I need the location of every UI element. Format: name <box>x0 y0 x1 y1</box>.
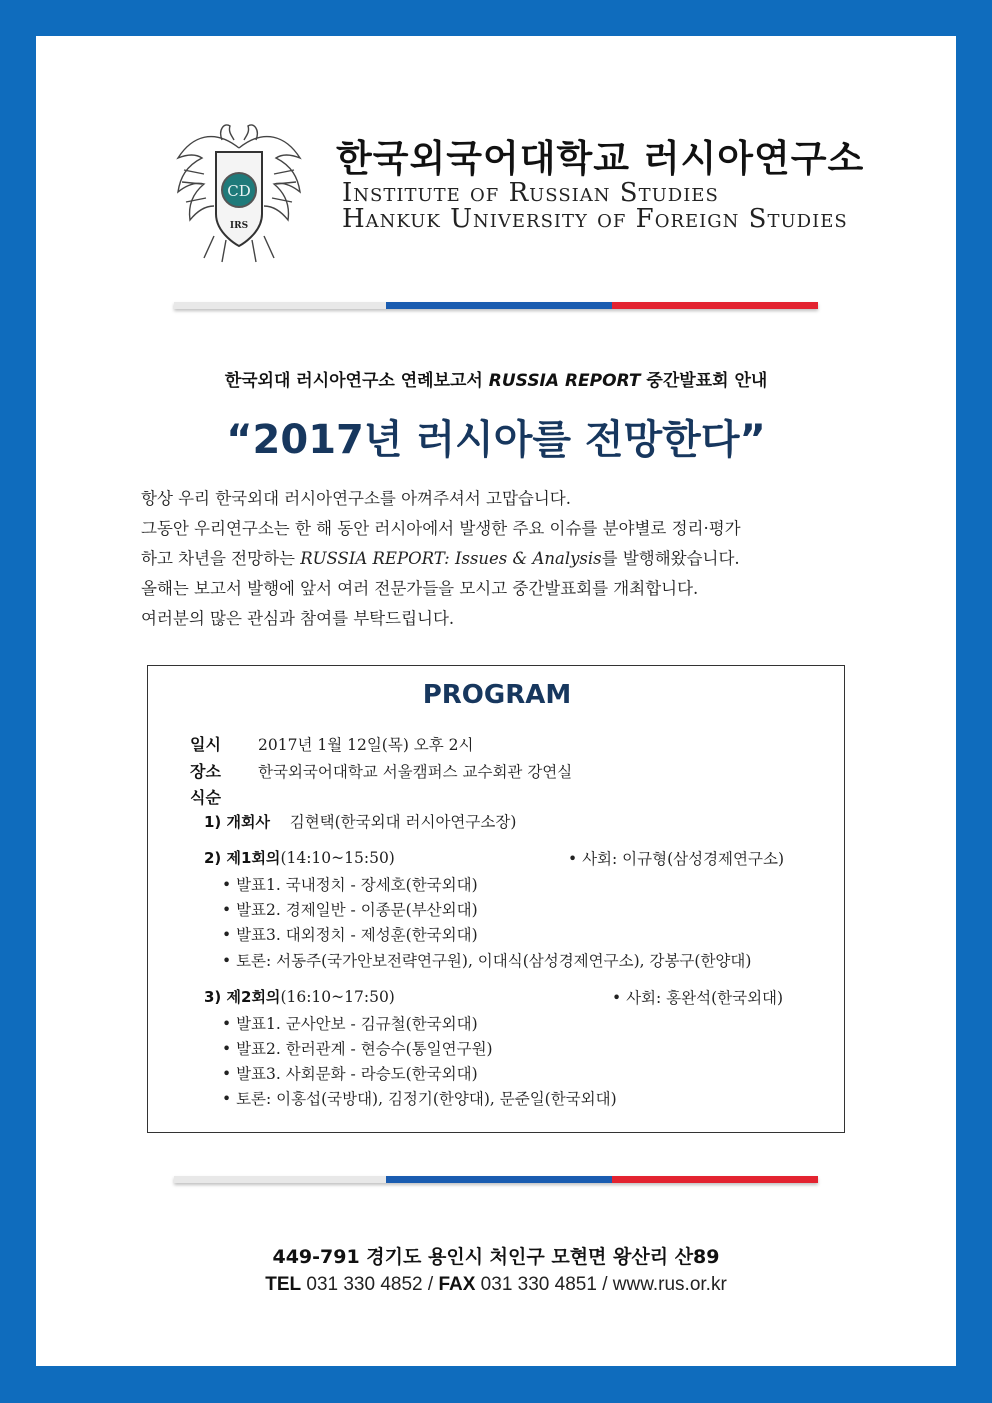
session1-item: • 발표1. 국내정치 - 장세호(한국외대) <box>222 873 478 895</box>
session1-heading <box>204 847 395 868</box>
opening-value: 김현택(한국외대 러시아연구소장) <box>289 813 517 831</box>
institute-name-en-1: Institute of Russian Studies <box>342 178 719 208</box>
session1-item: • 발표2. 경제일반 - 이종문(부산외대) <box>222 898 478 920</box>
intro-line: 올해는 보고서 발행에 앞서 여러 전문가들을 모시고 중간발표회를 개최합니다. <box>141 579 699 598</box>
tel-value: 031 330 4852 / <box>301 1274 439 1295</box>
institute-name-ko: 한국외국어대학교 러시아연구소 <box>336 137 865 180</box>
session1-label: 2) 제1회의 <box>204 849 281 867</box>
tel-label: TEL <box>265 1274 302 1295</box>
session1-moderator: • 사회: 이규형(삼성경제연구소) <box>568 850 784 868</box>
fax-value: 031 330 4851 / www.rus.or.kr <box>475 1274 727 1295</box>
session2-item: • 발표3. 사회문화 - 라승도(한국외대) <box>222 1062 478 1084</box>
intro-line: 그동안 우리연구소는 한 해 동안 러시아에서 발생한 주요 이슈를 분야별로 정리·평가 <box>141 519 741 538</box>
institute-name-en-2: Hankuk University of Foreign Studies <box>342 204 848 234</box>
date-value: 2017년 1월 12일(목) 오후 2시 <box>258 736 474 754</box>
session2-label: 3) 제2회의 <box>204 988 281 1006</box>
subtitle-before: 한국외대 러시아연구소 연례보고서 <box>224 371 489 391</box>
place-label: 장소 <box>190 762 221 781</box>
opening-remarks <box>204 810 516 832</box>
session2-item: • 토론: 이홍섭(국방대), 김정기(한양대), 문준일(한국외대) <box>222 1087 617 1109</box>
intro-line: 항상 우리 한국외대 러시아연구소를 아껴주셔서 고맙습니다. <box>141 489 571 508</box>
place-value: 한국외국어대학교 서울캠퍼스 교수회관 강연실 <box>258 763 573 781</box>
session2-heading <box>204 986 395 1007</box>
contact-info <box>36 1274 956 1296</box>
date-label: 일시 <box>190 735 221 754</box>
subtitle-after: 중간발표회 안내 <box>640 371 768 391</box>
intro-text: 를 발행해왔습니다. <box>601 549 740 568</box>
opening-label: 1) 개회사 <box>204 813 270 831</box>
double-headed-eagle-emblem-icon <box>174 118 304 266</box>
intro-line <box>141 544 861 574</box>
main-title: “2017년 러시아를 전망한다” <box>226 417 766 463</box>
program-box <box>147 665 845 1133</box>
session2-item: • 발표2. 한러관계 - 현승수(통일연구원) <box>222 1037 493 1059</box>
order-label: 식순 <box>190 788 221 807</box>
tricolor-divider-top <box>174 302 818 309</box>
intro-text: 하고 차년을 전망하는 <box>141 549 301 568</box>
subtitle-report-name: RUSSIA REPORT <box>488 371 641 391</box>
emblem-text: IRS <box>229 221 249 231</box>
session2-item: • 발표1. 군사안보 - 김규철(한국외대) <box>222 1012 478 1034</box>
tricolor-divider-bottom <box>174 1176 818 1183</box>
session1-item: • 토론: 서동주(국가안보전략연구원), 이대식(삼성경제연구소), 강봉구(한양대) <box>222 949 751 971</box>
session1-item: • 발표3. 대외정치 - 제성훈(한국외대) <box>222 923 478 945</box>
fax-label: FAX <box>438 1274 476 1295</box>
program-title: PROGRAM <box>422 680 572 710</box>
session2-moderator: • 사회: 홍완석(한국외대) <box>612 989 784 1007</box>
svg-text:CD: CD <box>227 182 251 200</box>
intro-line: 여러분의 많은 관심과 참여를 부탁드립니다. <box>141 609 455 628</box>
intro-paragraph <box>141 484 861 634</box>
report-full-name: RUSSIA REPORT: Issues & Analysis <box>300 549 602 568</box>
address: 449-791 경기도 용인시 처인구 모현면 왕산리 산89 <box>272 1246 720 1268</box>
session2-time: (16:10~17:50) <box>280 988 395 1006</box>
announcement-page <box>36 36 956 1366</box>
subtitle <box>36 366 956 391</box>
session1-time: (14:10~15:50) <box>280 849 395 867</box>
